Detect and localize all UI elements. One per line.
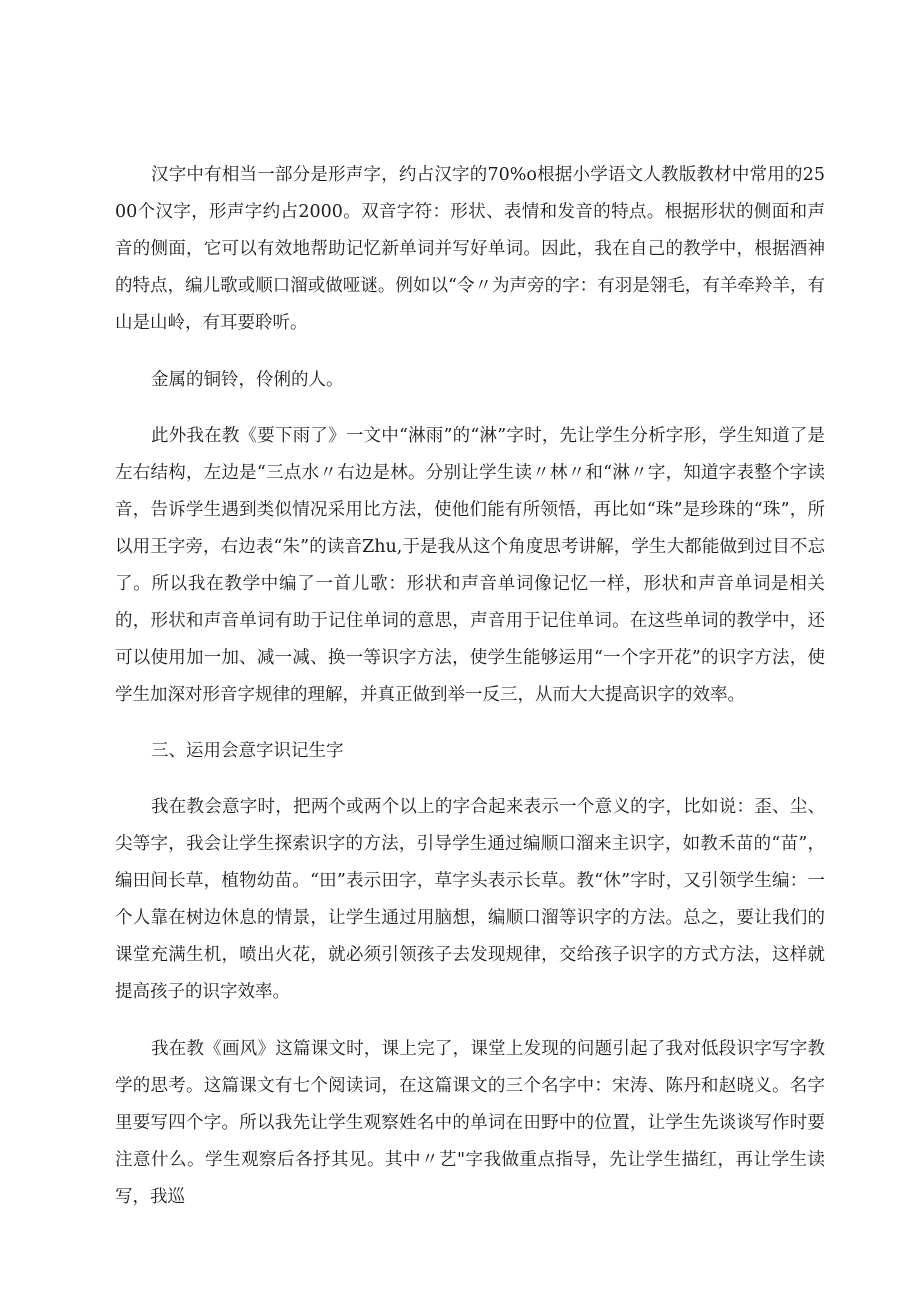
- paragraph-ideographs: 我在教会意字时，把两个或两个以上的字合起来表示一个意义的字，比如说：歪、尘、尖等字，我会让学生探索识字的方法，引导学生通过编顺口溜来主识字，如教禾苗的“苗”，编田间长草，植物幼苗。“田”表示田字，草字头表示长草。教“休”字时，又引领学生编：一个人靠在树边休息的情景，让学生通过用脑想，编顺口溜等识字的方法。总之，要让我们的课堂充满生机，喷出火花，就必须引领孩子去发现规律，交给孩子识字的方式方法，这样就提高孩子的识字效率。: [115, 797, 825, 1002]
- paragraph-phonetic-characters: 汉字中有相当一部分是形声字，约占汉字的70%o根据小学语文人教版教材中常用的2500个汉字，形声字约占2000。双音字符：形状、表情和发音的特点。根据形状的侧面和声音的侧面，它可以有效地帮助记忆新单词并写好单词。因此，我在自己的教学中，根据酒神的特点，编儿歌或顺口溜或做哑谜。例如以“令〃为声旁的字：有羽是翎毛，有羊牵羚羊，有山是山岭，有耳要聆听。: [115, 165, 825, 333]
- section-heading-3: 三、运用会意字识记生字: [151, 741, 344, 761]
- paragraph-painting-wind: 我在教《画风》这篇课文时，课上完了，课堂上发现的问题引起了我对低段识字写字教学的思考。这篇课文有七个阅读词，在这篇课文的三个名字中：宋涛、陈丹和赵晓义。名字里要写四个字。所以我先让学生观察姓名中的单词在田野中的位置，让学生先谈谈写作时要注意什么。学生观察后各抒其见。其中〃艺"字我做重点指导，先让学生描红，再让学生读写，我巡: [115, 1039, 825, 1207]
- paragraph-rain-lesson: 此外我在教《要下雨了》一文中“淋雨”的“淋”字时，先让学生分析字形，学生知道了是左右结构，左边是“三点水〃右边是林。分别让学生读〃林〃和“淋〃字，知道字表整个字读音，告诉学生遇到类似情况采用比方法，使他们能有所领悟，再比如“珠”是珍珠的“珠”，所以用王字旁，右边表“朱”的读音Zhu,于是我从这个角度思考讲解，学生大都能做到过目不忘了。所以我在教学中编了一首儿歌：形状和声音单词像记忆一样，形状和声音单词是相关的，形状和声音单词有助于记住单词的意思，声音用于记住单词。在这些单词的教学中，还可以使用加一加、减一减、换一等识字方法，使学生能够运用“一个字开花”的识字方法，使学生加深对形音字规律的理解，并真正做到举一反三，从而大大提高识字的效率。: [115, 426, 825, 705]
- paragraph-bell-example: 金属的铜铃，伶俐的人。: [151, 370, 344, 390]
